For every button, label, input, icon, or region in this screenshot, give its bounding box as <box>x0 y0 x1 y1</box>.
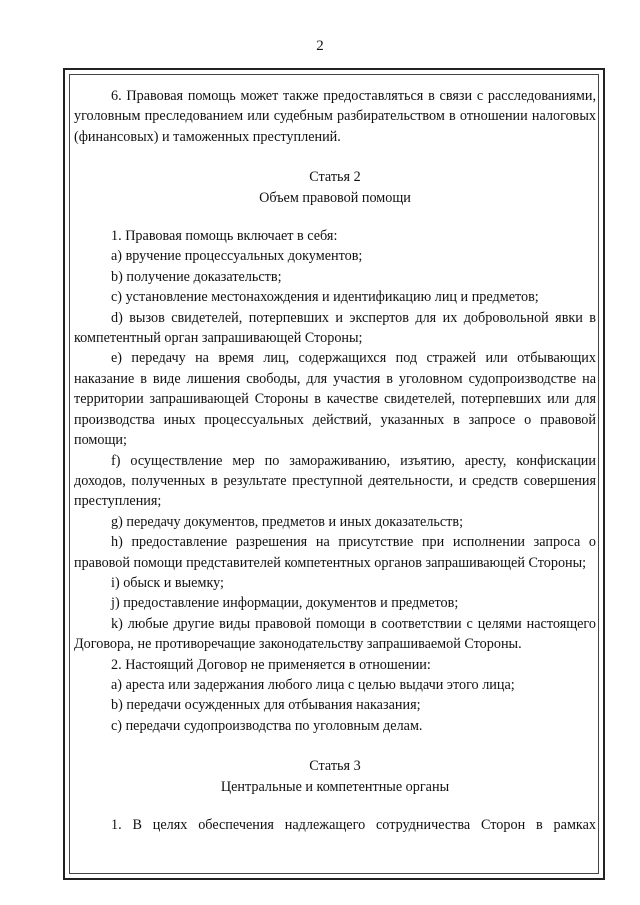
article2-p2-item-c: c) передачи судопроизводства по уголовным делам. <box>111 717 423 734</box>
article2-item-h: h) предоставление разрешения на присутствие при исполнении запроса о правовой помощи представителей компетентных органов запрашивающей Стороны; <box>74 534 596 571</box>
article2-p2-item-a: a) ареста или задержания любого лица с целью выдачи этого лица; <box>111 676 515 693</box>
spacer <box>74 736 596 756</box>
article2-item-b: b) получение доказательств; <box>111 268 282 285</box>
article2-item-g: g) передачу документов, предметов и иных доказательств; <box>111 513 464 530</box>
spacer <box>74 797 596 815</box>
article2-subtitle: Объем правовой помощи <box>259 189 411 206</box>
article3-p1-start: 1. В целях обеспечения надлежащего сотрудничества Сторон в рамках <box>111 817 596 833</box>
spacer <box>74 208 596 226</box>
document-body <box>74 86 596 835</box>
article2-item-e: e) передачу на время лиц, содержащихся под стражей или отбывающих наказание в виде лишения свободы, для участия в уголовном судопроизводстве на территории запрашивающей Стороны в качестве свидетелей, потерпевших или для производства иных процессуальных действий, указанных в запросе о правовой помощи; <box>74 350 596 449</box>
article2-p2-intro: 2. Настоящий Договор не применяется в отношении: <box>111 656 431 673</box>
spacer <box>74 147 596 167</box>
article2-item-i: i) обыск и выемку; <box>111 574 224 591</box>
article3-title: Статья 3 <box>309 758 361 775</box>
article2-item-j: j) предоставление информации, документов и предметов; <box>111 595 459 612</box>
article2-item-f: f) осуществление мер по замораживанию, изъятию, аресту, конфискации доходов, полученных в результате преступной деятельности, и средств совершения преступления; <box>74 452 596 510</box>
article3-subtitle: Центральные и компетентные органы <box>220 778 450 795</box>
article2-p1-intro: 1. Правовая помощь включает в себя: <box>111 228 338 245</box>
article2-item-a: a) вручение процессуальных документов; <box>111 248 363 265</box>
article2-item-c: c) установление местонахождения и идентификацию лиц и предметов; <box>111 289 539 306</box>
article1-item6: 6. Правовая помощь может также предоставляться в связи с расследованиями, уголовным преследованием или судебным разбирательством в отношении налоговых (финансовых) и таможенных преступлений. <box>74 88 596 145</box>
article2-item-k: k) любые другие виды правовой помощи в соответствии с целями настоящего Договора, не противоречащие законодательству запрашиваемой Стороны. <box>74 615 596 653</box>
article2-title: Статья 2 <box>309 169 361 186</box>
page-number: 2 <box>316 38 324 54</box>
article2-p2-item-b: b) передачи осужденных для отбывания наказания; <box>111 697 421 714</box>
article2-item-d: d) вызов свидетелей, потерпевших и экспертов для их добровольной явки в компетентный орган запрашивающей Стороны; <box>74 309 596 347</box>
